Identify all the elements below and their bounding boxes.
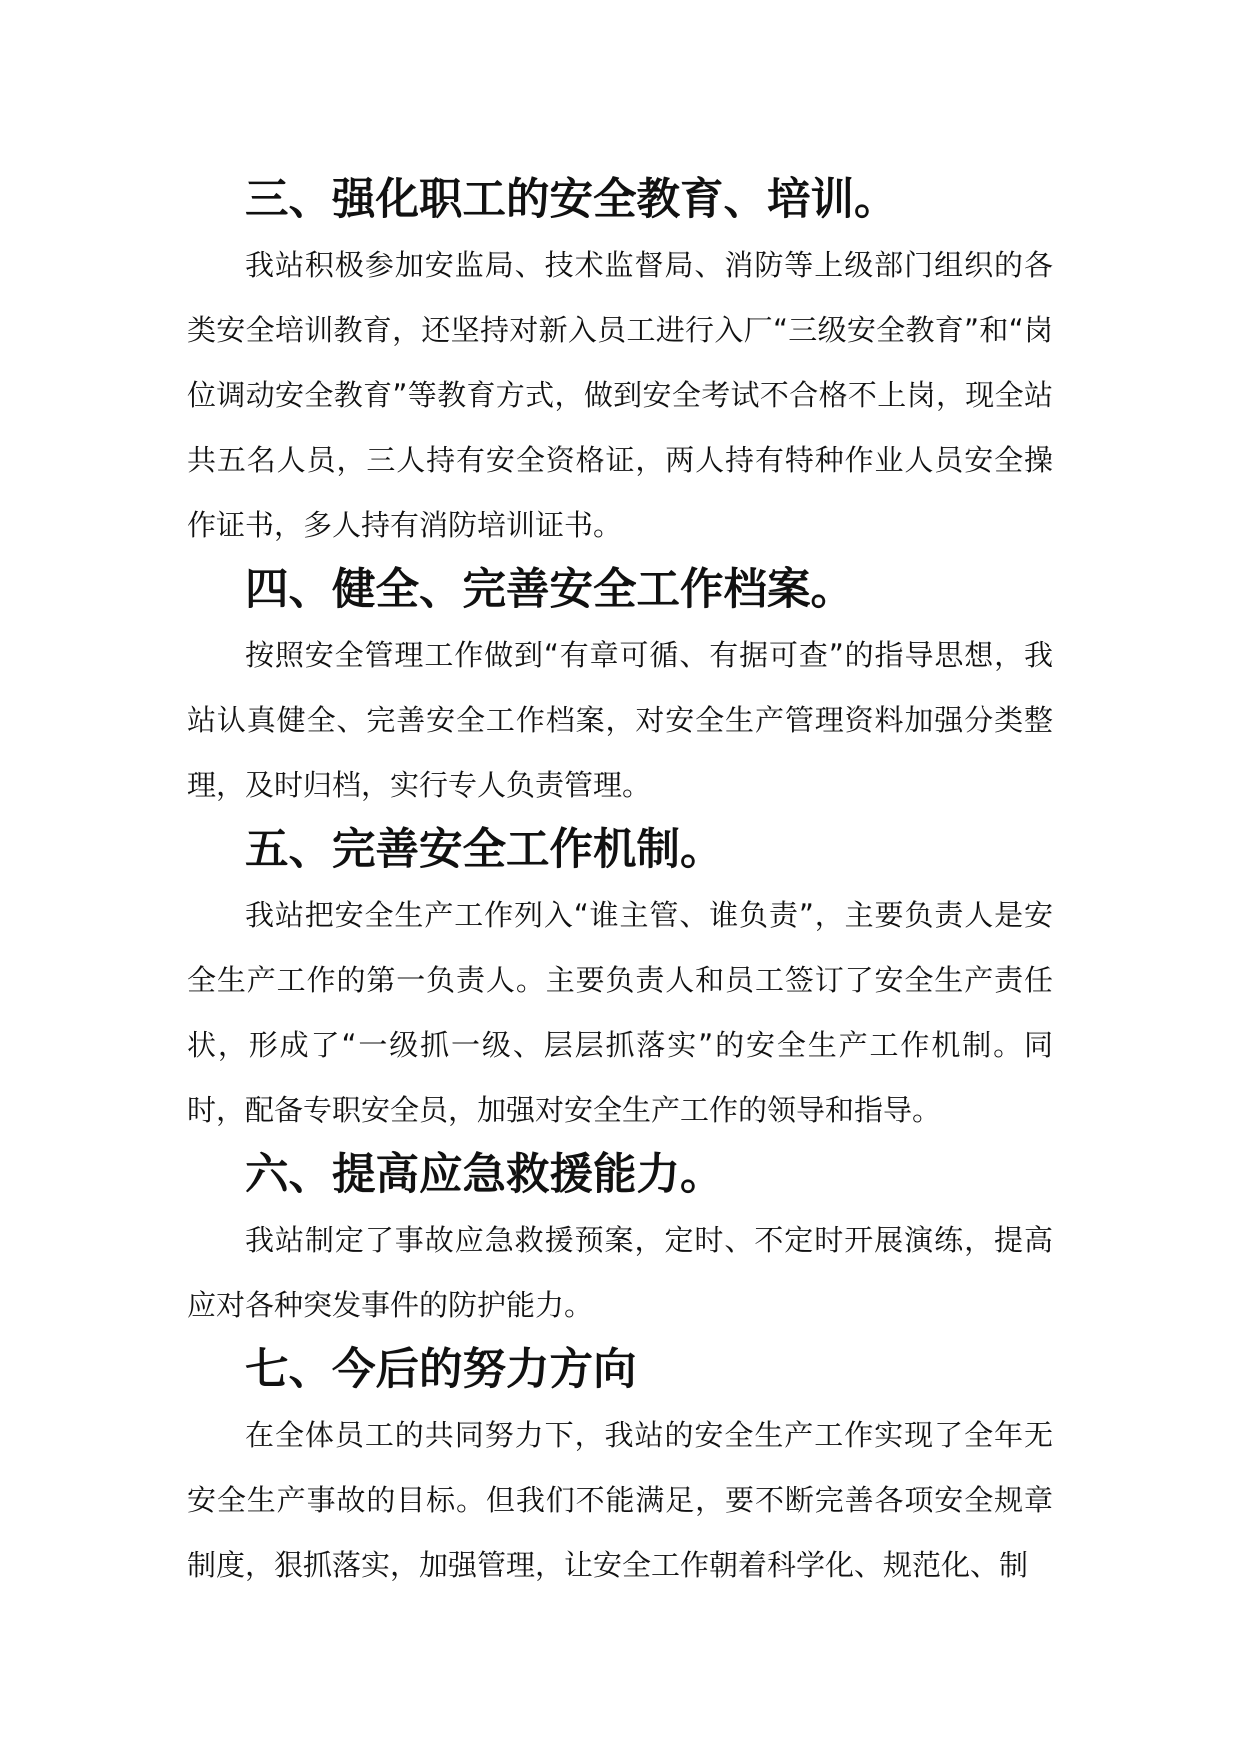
section-body-7: 在全体员工的共同努力下，我站的安全生产工作实现了全年无安全生产事故的目标。但我们不能满足，要不断完善各项安全规章制度，狠抓落实，加强管理，让安全工作朝着科学化、规范化、制 <box>187 1418 1053 1582</box>
section-heading-7: 七、今后的努力方向 <box>245 1345 637 1395</box>
section-body-4: 按照安全管理工作做到“有章可循、有据可查”的指导思想，我站认真健全、完善安全工作档案，对安全生产管理资料加强分类整理，及时归档，实行专人负责管理。 <box>187 638 1053 802</box>
section-heading-6: 六、提高应急救援能力。 <box>245 1150 724 1200</box>
section-body-3: 我站积极参加安监局、技术监督局、消防等上级部门组织的各类安全培训教育，还坚持对新入员工进行入厂“三级安全教育”和“岗位调动安全教育”等教育方式，做到安全考试不合格不上岗，现全站共五名人员，三人持有安全资格证，两人持有特种作业人员安全操作证书，多人持有消防培训证书。 <box>187 248 1053 542</box>
section-body-5: 我站把安全生产工作列入“谁主管、谁负责”，主要负责人是安全生产工作的第一负责人。主要负责人和员工签订了安全生产责任状，形成了“一级抓一级、层层抓落实”的安全生产工作机制。同时，配备专职安全员，加强对安全生产工作的领导和指导。 <box>187 898 1053 1127</box>
section-heading-5: 五、完善安全工作机制。 <box>245 825 724 875</box>
section-heading-4: 四、健全、完善安全工作档案。 <box>245 565 854 615</box>
document-page <box>187 168 1053 1598</box>
section-heading-3: 三、强化职工的安全教育、培训。 <box>245 175 898 225</box>
section-body-6: 我站制定了事故应急救援预案，定时、不定时开展演练，提高应对各种突发事件的防护能力。 <box>187 1223 1053 1322</box>
